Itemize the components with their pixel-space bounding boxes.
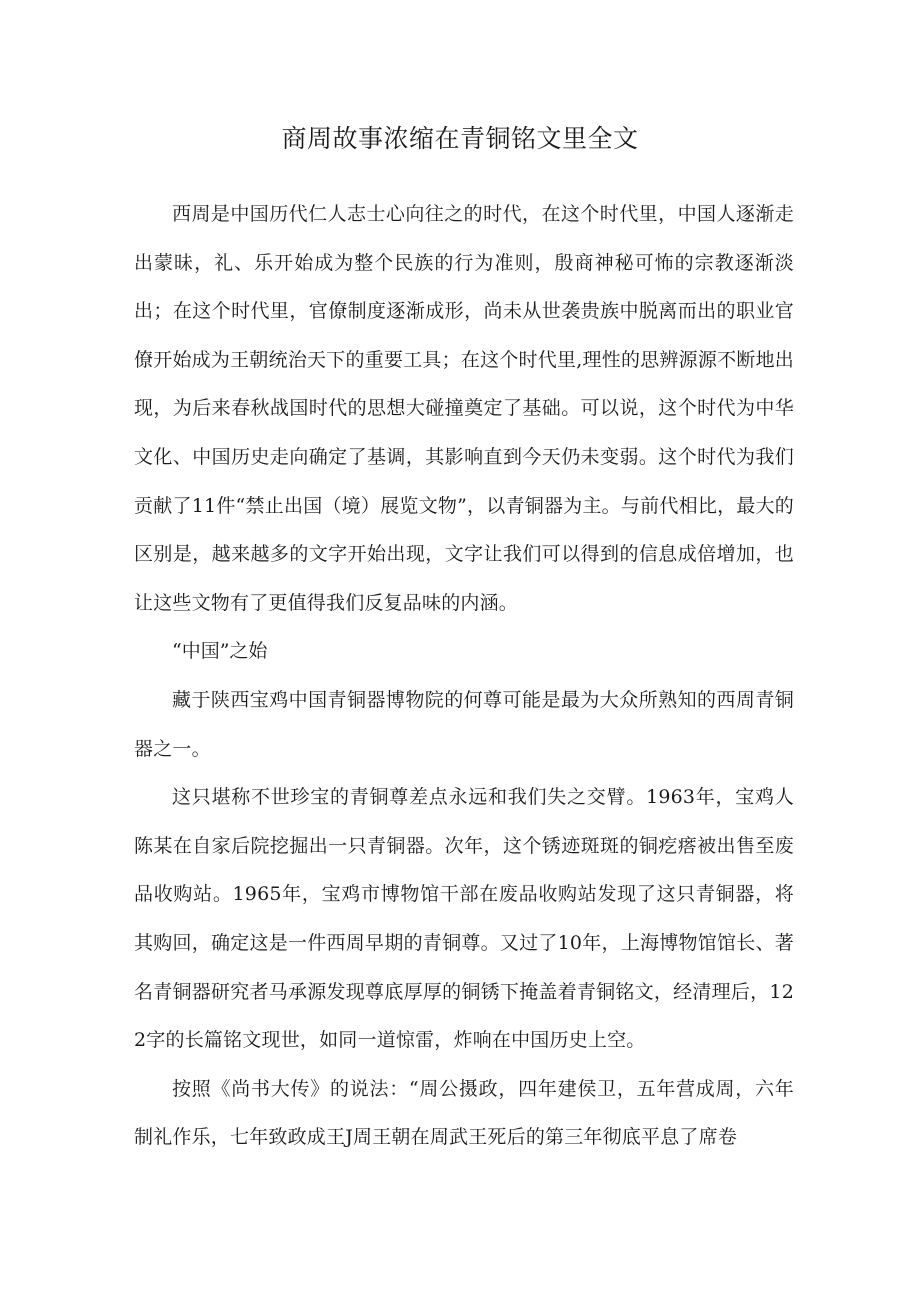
paragraph-he-zun: 藏于陕西宝鸡中国青铜器博物院的何尊可能是最为大众所熟知的西周青铜器之一。 — [134, 688, 794, 760]
document-title: 商周故事浓缩在青铜铭文里全文 — [281, 124, 639, 153]
document-body — [134, 190, 794, 1162]
section-heading-china-origin: “中国”之始 — [172, 640, 268, 663]
paragraph-intro: 西周是中国历代仁人志士心向往之的时代，在这个时代里，中国人逐渐走出蒙昧，礼、乐开始成为整个民族的行为准则，殷商神秘可怖的宗教逐渐淡出；在这个时代里，官僚制度逐渐成形，尚未从世袭贵族中脱离而出的职业官僚开始成为王朝统治天下的重要工具；在这个时代里,理性的思辨源源不断地出现，为后来春秋战国时代的思想大碰撞奠定了基础。可以说，这个时代为中华文化、中国历史走向确定了基调，其影响直到今天仍未变弱。这个时代为我们贡献了11件“禁止出国（境）展览文物”，以青铜器为主。与前代相比，最大的区别是，越来越多的文字开始出现，文字让我们可以得到的信息成倍增加，也让这些文物有了更值得我们反复品味的内涵。 — [134, 203, 794, 614]
paragraph-discovery: 这只堪称不世珍宝的青铜尊差点永远和我们失之交臂。1963年，宝鸡人陈某在自家后院挖掘出一只青铜器。次年，这个锈迹斑斑的铜疙瘩被出售至废品收购站。1965年，宝鸡市博物馆干部在废品收购站发现了这只青铜器，将其购回，确定这是一件西周早期的青铜尊。又过了10年，上海博物馆馆长、著名青铜器研究者马承源发现尊底厚厚的铜锈下掩盖着青铜铭文，经清理后，122字的长篇铭文现世，如同一道惊雷，炸响在中国历史上空。 — [134, 786, 794, 1052]
paragraph-shangshu: 按照《尚书大传》的说法：“周公摄政，四年建侯卫，五年营成周，六年制礼作乐，七年致政成王J周王朝在周武王死后的第三年彻底平息了席卷 — [134, 1077, 794, 1149]
